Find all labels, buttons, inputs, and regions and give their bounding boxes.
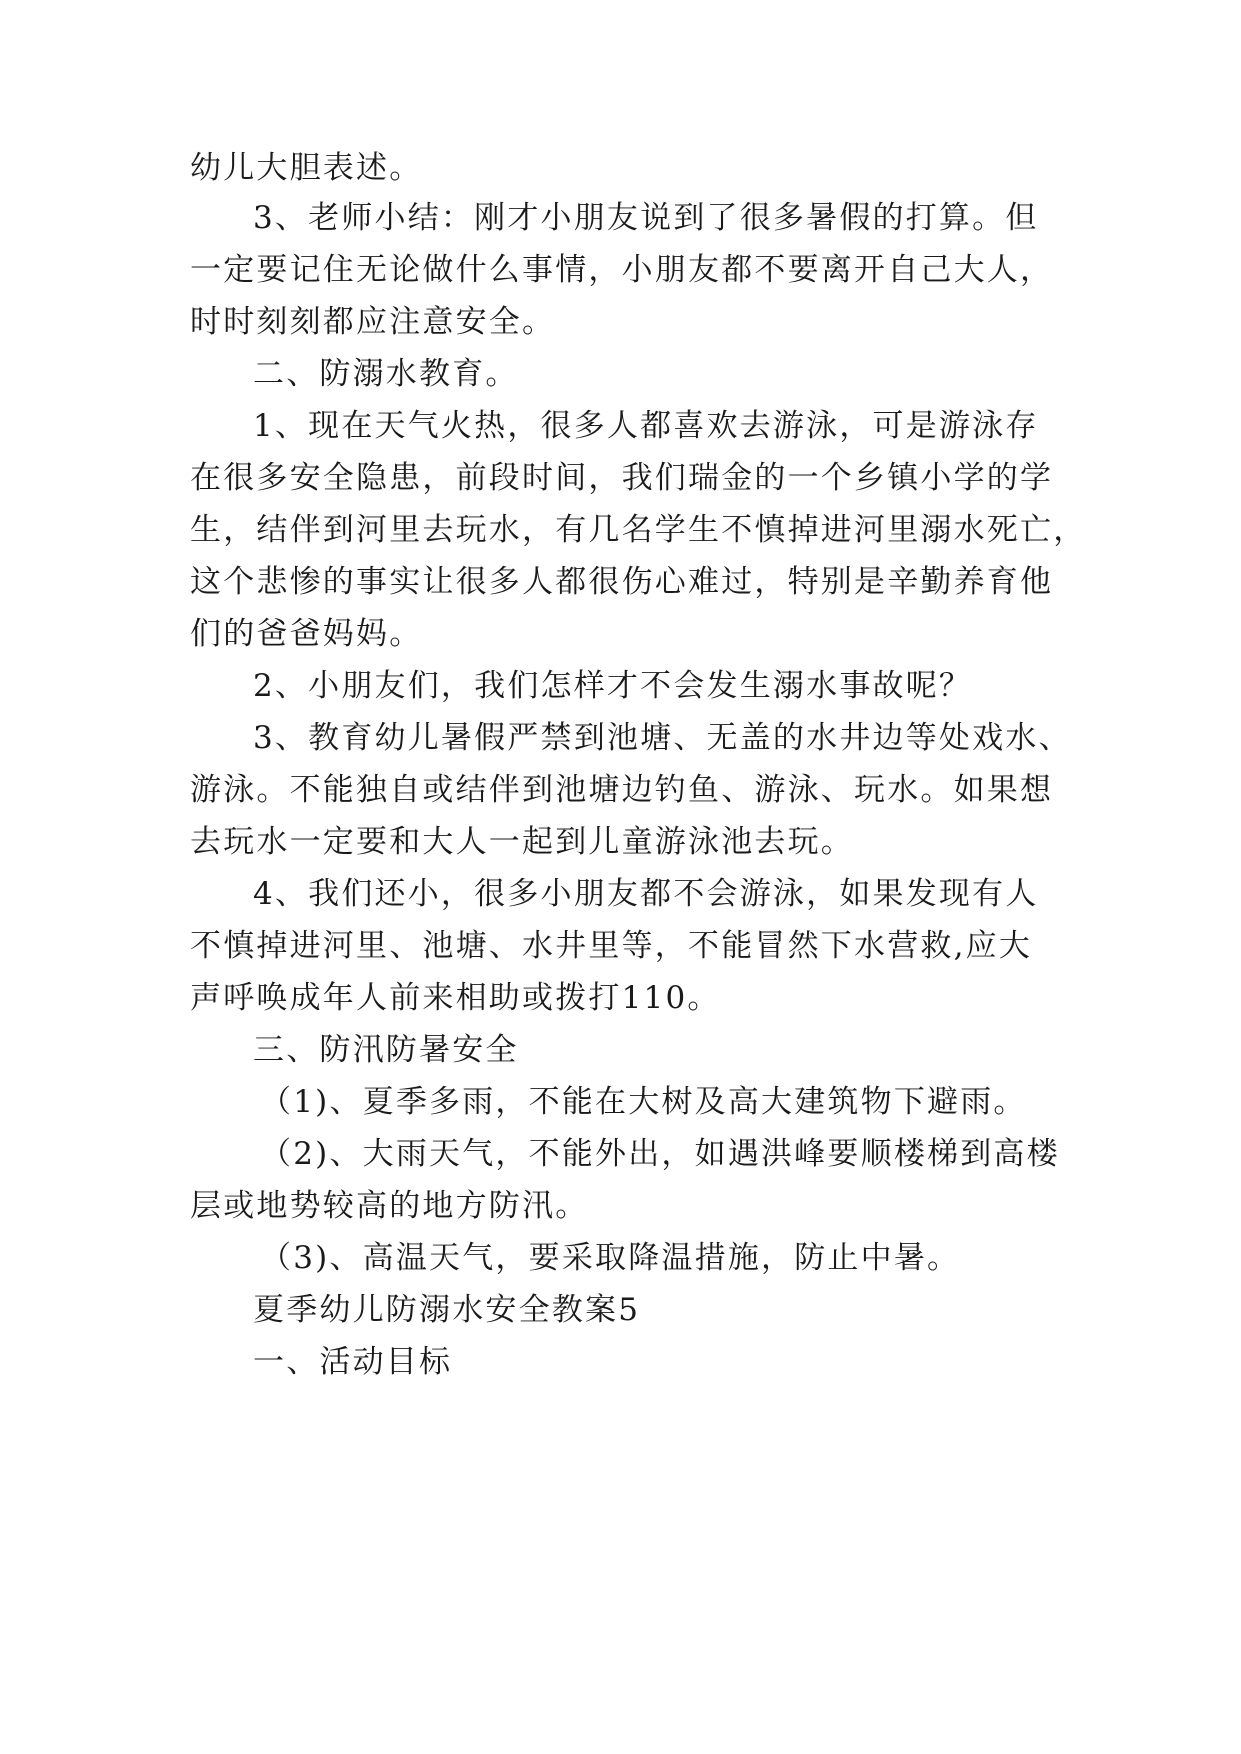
text-line: 游泳。不能独自或结伴到池塘边钓鱼、游泳、玩水。如果想 — [190, 772, 1054, 808]
text-line: 们的爸爸妈妈。 — [190, 616, 423, 652]
text-line: （3)、高温天气，要采取降温措施，防止中暑。 — [260, 1240, 961, 1276]
section-heading: 二、防溺水教育。 — [253, 356, 519, 392]
text-line: （2)、大雨天气，不能外出，如遇洪峰要顺楼梯到高楼 — [260, 1136, 1060, 1172]
text-line: 层或地势较高的地方防汛。 — [190, 1188, 589, 1224]
text-line: 去玩水一定要和大人一起到儿童游泳池去玩。 — [190, 824, 854, 860]
text-line: 生，结伴到河里去玩水，有几名学生不慎掉进河里溺水死亡， — [190, 512, 1087, 548]
text-line: 声呼唤成年人前来相助或拨打110。 — [190, 980, 721, 1016]
text-line: 这个悲惨的事实让很多人都很伤心难过，特别是辛勤养育他 — [190, 564, 1054, 600]
text-line: 不慎掉进河里、池塘、水井里等，不能冒然下水营救,应大 — [190, 928, 1033, 964]
text-line: 1、现在天气火热，很多人都喜欢去游泳，可是游泳存 — [253, 408, 1039, 444]
text-line: 在很多安全隐患，前段时间，我们瑞金的一个乡镇小学的学 — [190, 460, 1054, 496]
section-heading: 三、防汛防暑安全 — [253, 1032, 519, 1068]
document-title: 夏季幼儿防溺水安全教案5 — [253, 1292, 641, 1328]
text-line: 3、教育幼儿暑假严禁到池塘、无盖的水井边等处戏水、 — [253, 720, 1072, 756]
text-line: 4、我们还小，很多小朋友都不会游泳，如果发现有人 — [253, 876, 1039, 912]
text-line: （1)、夏季多雨，不能在大树及高大建筑物下避雨。 — [260, 1084, 1027, 1120]
text-line: 时时刻刻都应注意安全。 — [190, 304, 556, 340]
section-heading: 一、活动目标 — [253, 1344, 453, 1380]
text-line: 一定要记住无论做什么事情，小朋友都不要离开自己大人， — [190, 252, 1054, 288]
text-line: 幼儿大胆表述。 — [190, 150, 423, 186]
text-line: 3、老师小结：刚才小朋友说到了很多暑假的打算。但 — [253, 200, 1039, 236]
text-line: 2、小朋友们，我们怎样才不会发生溺水事故呢？ — [253, 668, 973, 704]
